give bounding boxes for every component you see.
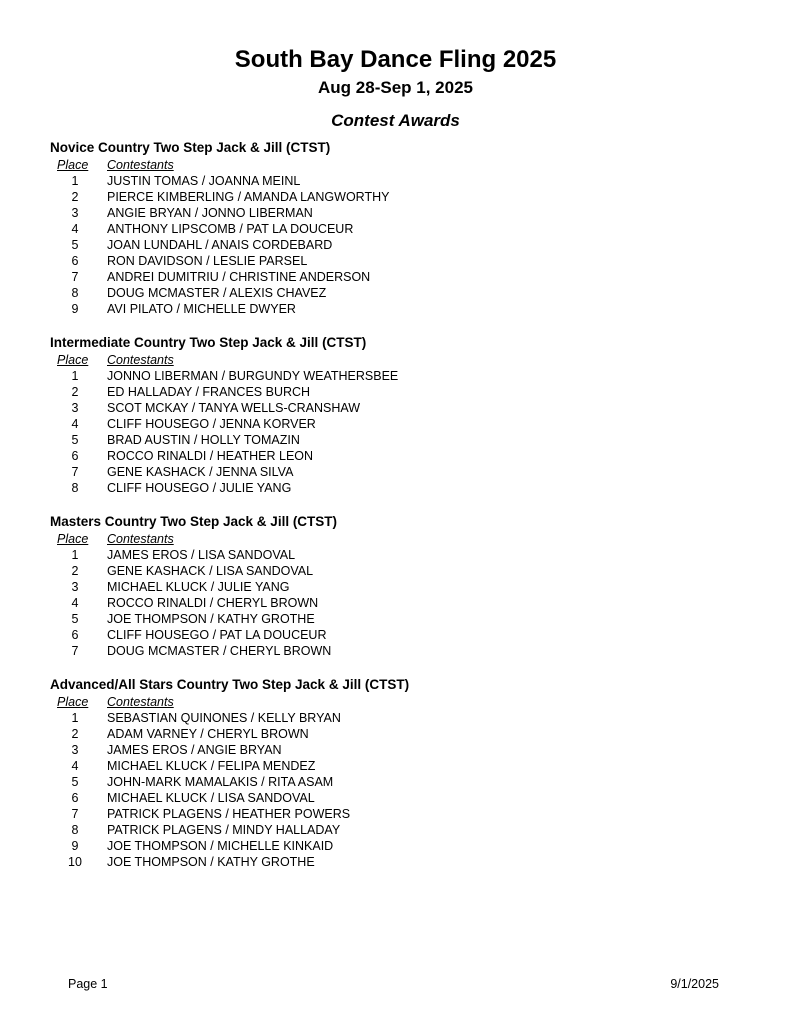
result-row <box>50 253 751 269</box>
result-row <box>50 237 751 253</box>
result-row <box>50 611 751 627</box>
result-row <box>50 448 751 464</box>
result-row <box>50 579 751 595</box>
place-number: 6 <box>71 449 79 463</box>
result-row <box>50 710 751 726</box>
contestants-names: DOUG MCMASTER / ALEXIS CHAVEZ <box>107 286 327 300</box>
document-subtitle: Contest Awards <box>331 111 460 130</box>
place-number: 6 <box>71 254 79 268</box>
document-header <box>0 0 791 131</box>
result-row <box>50 595 751 611</box>
contestants-names: RON DAVIDSON / LESLIE PARSEL <box>107 254 308 268</box>
result-row <box>50 432 751 448</box>
place-number: 1 <box>71 174 79 188</box>
contestants-names: PATRICK PLAGENS / HEATHER POWERS <box>107 807 351 821</box>
award-section <box>50 676 751 870</box>
contestants-names: AVI PILATO / MICHELLE DWYER <box>107 302 296 316</box>
place-number: 3 <box>71 206 79 220</box>
results-list <box>50 173 751 317</box>
result-row <box>50 221 751 237</box>
place-number: 1 <box>71 548 79 562</box>
event-dates: Aug 28-Sep 1, 2025 <box>318 78 473 97</box>
result-row <box>50 822 751 838</box>
result-row <box>50 726 751 742</box>
result-row <box>50 269 751 285</box>
place-number: 5 <box>71 612 79 626</box>
place-number: 8 <box>71 823 79 837</box>
contestants-names: JOE THOMPSON / MICHELLE KINKAID <box>107 839 334 853</box>
contestants-names: ANTHONY LIPSCOMB / PAT LA DOUCEUR <box>107 222 354 236</box>
result-row <box>50 301 751 317</box>
place-number: 7 <box>71 807 79 821</box>
column-headers <box>50 157 751 173</box>
place-number: 6 <box>71 628 79 642</box>
contestants-names: ROCCO RINALDI / CHERYL BROWN <box>107 596 319 610</box>
document-footer <box>68 977 719 992</box>
result-row <box>50 189 751 205</box>
contestants-names: ED HALLADAY / FRANCES BURCH <box>107 385 311 399</box>
place-number: 3 <box>71 401 79 415</box>
contestants-names: JAMES EROS / LISA SANDOVAL <box>107 548 296 562</box>
result-row <box>50 173 751 189</box>
result-row <box>50 464 751 480</box>
result-row <box>50 480 751 496</box>
contestants-names: PATRICK PLAGENS / MINDY HALLADAY <box>107 823 341 837</box>
section-title: Novice Country Two Step Jack & Jill (CTST) <box>50 140 331 155</box>
contestants-names: JUSTIN TOMAS / JOANNA MEINL <box>107 174 301 188</box>
result-row <box>50 368 751 384</box>
column-header-place: Place <box>57 532 89 546</box>
place-number: 1 <box>71 369 79 383</box>
column-header-contestants: Contestants <box>107 158 174 172</box>
contestants-names: JOE THOMPSON / KATHY GROTHE <box>107 855 315 869</box>
result-row <box>50 854 751 870</box>
result-row <box>50 285 751 301</box>
result-row <box>50 774 751 790</box>
place-number: 5 <box>71 238 79 252</box>
place-number: 6 <box>71 791 79 805</box>
contestants-names: CLIFF HOUSEGO / PAT LA DOUCEUR <box>107 628 327 642</box>
place-number: 5 <box>71 433 79 447</box>
section-title: Intermediate Country Two Step Jack & Jill (CTST) <box>50 335 367 350</box>
result-row <box>50 643 751 659</box>
contestants-names: ADAM VARNEY / CHERYL BROWN <box>107 727 309 741</box>
place-number: 8 <box>71 286 79 300</box>
contestants-names: ROCCO RINALDI / HEATHER LEON <box>107 449 314 463</box>
contestants-names: CLIFF HOUSEGO / JULIE YANG <box>107 481 292 495</box>
result-row <box>50 838 751 854</box>
contestants-names: SEBASTIAN QUINONES / KELLY BRYAN <box>107 711 341 725</box>
place-number: 2 <box>71 564 79 578</box>
award-section <box>50 513 751 659</box>
place-number: 9 <box>71 302 79 316</box>
place-number: 4 <box>71 417 79 431</box>
contestants-names: MICHAEL KLUCK / FELIPA MENDEZ <box>107 759 316 773</box>
column-header-contestants: Contestants <box>107 532 174 546</box>
result-row <box>50 384 751 400</box>
page-number: Page 1 <box>68 977 108 991</box>
place-number: 2 <box>71 727 79 741</box>
place-number: 5 <box>71 775 79 789</box>
column-header-contestants: Contestants <box>107 695 174 709</box>
contestants-names: MICHAEL KLUCK / LISA SANDOVAL <box>107 791 315 805</box>
place-number: 7 <box>71 465 79 479</box>
column-headers <box>50 531 751 547</box>
result-row <box>50 416 751 432</box>
place-number: 4 <box>71 596 79 610</box>
contestants-names: GENE KASHACK / JENNA SILVA <box>107 465 294 479</box>
page-title: South Bay Dance Fling 2025 <box>234 46 557 73</box>
award-section <box>50 139 751 317</box>
place-number: 10 <box>68 855 82 869</box>
results-list <box>50 710 751 870</box>
column-header-contestants: Contestants <box>107 353 174 367</box>
results-list <box>50 547 751 659</box>
contestants-names: JOHN-MARK MAMALAKIS / RITA ASAM <box>107 775 334 789</box>
place-number: 8 <box>71 481 79 495</box>
column-header-place: Place <box>57 158 89 172</box>
contestants-names: JAMES EROS / ANGIE BRYAN <box>107 743 282 757</box>
awards-sections <box>50 139 751 870</box>
result-row <box>50 742 751 758</box>
place-number: 7 <box>71 644 79 658</box>
award-section <box>50 334 751 496</box>
contestants-names: CLIFF HOUSEGO / JENNA KORVER <box>107 417 316 431</box>
contestants-names: PIERCE KIMBERLING / AMANDA LANGWORTHY <box>107 190 390 204</box>
result-row <box>50 205 751 221</box>
column-header-place: Place <box>57 695 89 709</box>
result-row <box>50 563 751 579</box>
footer-date: 9/1/2025 <box>670 977 719 991</box>
contestants-names: ANGIE BRYAN / JONNO LIBERMAN <box>107 206 313 220</box>
result-row <box>50 400 751 416</box>
place-number: 3 <box>71 580 79 594</box>
place-number: 4 <box>71 759 79 773</box>
contestants-names: GENE KASHACK / LISA SANDOVAL <box>107 564 314 578</box>
result-row <box>50 790 751 806</box>
contestants-names: ANDREI DUMITRIU / CHRISTINE ANDERSON <box>107 270 371 284</box>
place-number: 7 <box>71 270 79 284</box>
contestants-names: JOE THOMPSON / KATHY GROTHE <box>107 612 315 626</box>
result-row <box>50 627 751 643</box>
column-header-place: Place <box>57 353 89 367</box>
contestants-names: MICHAEL KLUCK / JULIE YANG <box>107 580 290 594</box>
place-number: 2 <box>71 190 79 204</box>
place-number: 4 <box>71 222 79 236</box>
contestants-names: DOUG MCMASTER / CHERYL BROWN <box>107 644 332 658</box>
place-number: 3 <box>71 743 79 757</box>
contestants-names: SCOT MCKAY / TANYA WELLS-CRANSHAW <box>107 401 361 415</box>
result-row <box>50 806 751 822</box>
result-row <box>50 758 751 774</box>
place-number: 1 <box>71 711 79 725</box>
place-number: 9 <box>71 839 79 853</box>
contestants-names: JONNO LIBERMAN / BURGUNDY WEATHERSBEE <box>107 369 399 383</box>
section-title: Masters Country Two Step Jack & Jill (CTST) <box>50 514 338 529</box>
column-headers <box>50 694 751 710</box>
result-row <box>50 547 751 563</box>
column-headers <box>50 352 751 368</box>
section-title: Advanced/All Stars Country Two Step Jack & Jill (CTST) <box>50 677 410 692</box>
contestants-names: BRAD AUSTIN / HOLLY TOMAZIN <box>107 433 300 447</box>
contestants-names: JOAN LUNDAHL / ANAIS CORDEBARD <box>107 238 333 252</box>
results-list <box>50 368 751 496</box>
place-number: 2 <box>71 385 79 399</box>
